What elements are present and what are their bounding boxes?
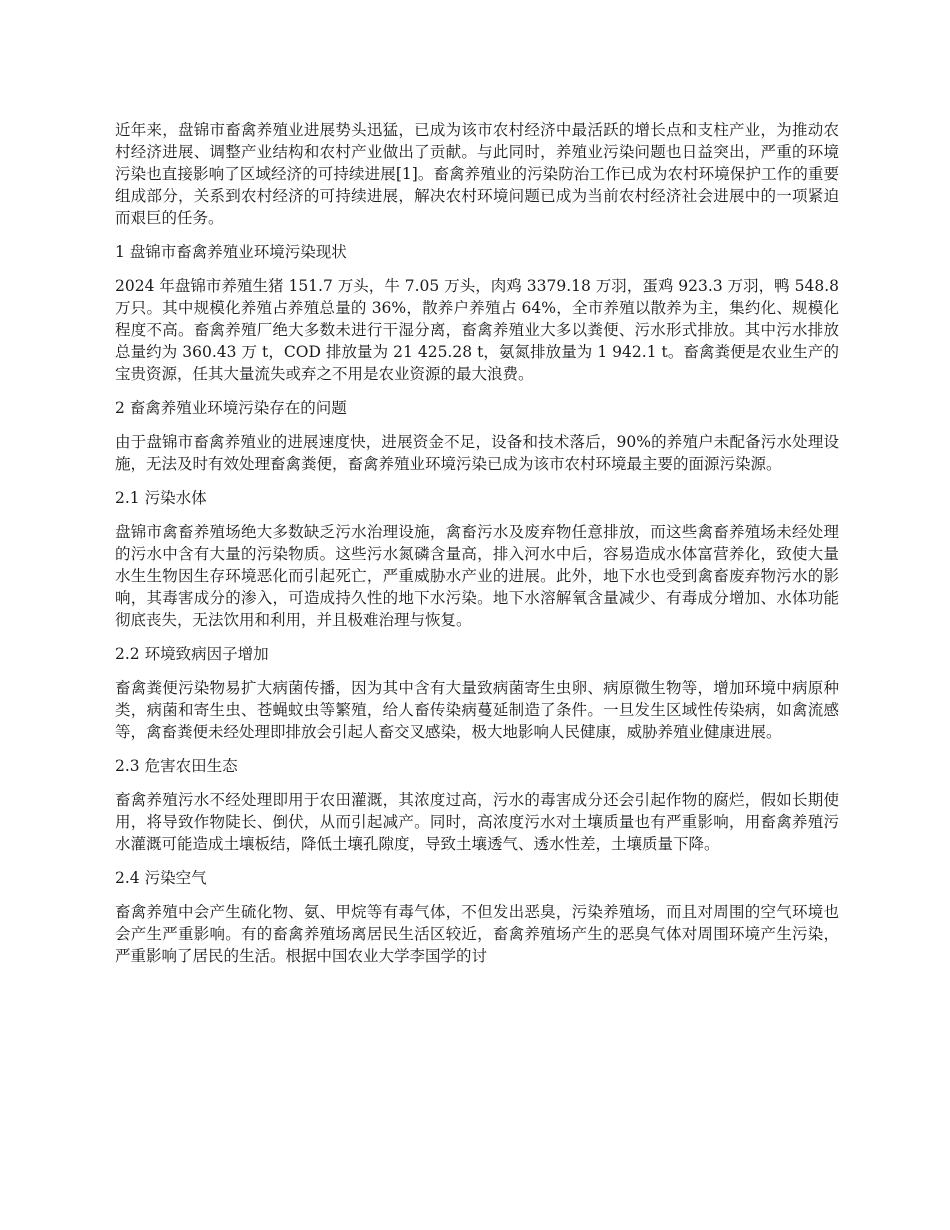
section-heading-2-3: 2.3 危害农田生态 [115, 757, 238, 775]
section-heading-2-1: 2.1 污染水体 [115, 489, 207, 507]
paragraph-water: 盘锦市禽畜养殖场绝大多数缺乏污水治理设施，禽畜污水及废弃物任意排放，而这些禽畜养殖场未经处理的污水中含有大量的污染物质。这些污水氮磷含量高，排入河水中后，容易造成水体富营养化，致使大量水生生物因生存环境恶化而引起死亡，严重威胁水产业的进展。此外，地下水也受到禽畜废弃物污水的影响，其毒害成分的渗入，可造成持久性的地下水污染。地下水溶解氧含量减少、有毒成分增加、水体功能彻底丧失，无法饮用和利用，并且极难治理与恢复。 [115, 523, 839, 629]
paragraph-farmland: 畜禽养殖污水不经处理即用于农田灌溉，其浓度过高，污水的毒害成分还会引起作物的腐烂，假如长期使用，将导致作物陡长、倒伏，从而引起减产。同时，高浓度污水对土壤质量也有严重影响，用畜禽养殖污水灌溉可能造成土壤板结，降低土壤孔隙度，导致土壤透气、透水性差，土壤质量下降。 [115, 791, 839, 853]
paragraph-air: 畜禽养殖中会产生硫化物、氨、甲烷等有毒气体，不但发出恶臭，污染养殖场，而且对周围的空气环境也会产生严重影响。有的畜禽养殖场离居民生活区较近，畜禽养殖场产生的恶臭气体对周围环境产生污染，严重影响了居民的生活。根据中国农业大学李国学的讨 [115, 903, 839, 965]
section-heading-2: 2 畜禽养殖业环境污染存在的问题 [115, 399, 347, 417]
paragraph-problems: 由于盘锦市畜禽养殖业的进展速度快，进展资金不足，设备和技术落后，90%的养殖户未配备污水处理设施，无法及时有效处理畜禽粪便，畜禽养殖业环境污染已成为该市农村环境最主要的面源污染源。 [115, 433, 839, 473]
document-page [115, 119, 839, 979]
section-heading-1: 1 盘锦市畜禽养殖业环境污染现状 [115, 243, 347, 261]
paragraph-intro: 近年来，盘锦市畜禽养殖业进展势头迅猛，已成为该市农村经济中最活跃的增长点和支柱产业，为推动农村经济进展、调整产业结构和农村产业做出了贡献。与此同时，养殖业污染问题也日益突出，严重的环境污染也直接影响了区域经济的可持续进展[1]。畜禽养殖业的污染防治工作已成为农村环境保护工作的重要组成部分，关系到农村经济的可持续进展，解决农村环境问题已成为当前农村经济社会进展中的一项紧迫而艰巨的任务。 [115, 121, 839, 227]
paragraph-status: 2024 年盘锦市养殖生猪 151.7 万头，牛 7.05 万头，肉鸡 3379.18 万羽，蛋鸡 923.3 万羽，鸭 548.8 万只。其中规模化养殖占养殖总量的 36%，散养户养殖占 64%，全市养殖以散养为主，集约化、规模化程度不高。畜禽养殖厂绝大多数未进行干湿分离，畜禽养殖业大多以粪便、污水形式排放。其中污水排放总量约为 360.43 万 t，COD 排放量为 21 425.28 t，氨氮排放量为 1 942.1 t。畜禽粪便是农业生产的宝贵资源，任其大量流失或弃之不用是农业资源的最大浪费。 [115, 277, 839, 383]
paragraph-pathogens: 畜禽粪便污染物易扩大病菌传播，因为其中含有大量致病菌寄生虫卵、病原微生物等，增加环境中病原种类，病菌和寄生虫、苍蝇蚊虫等繁殖，给人畜传染病蔓延制造了条件。一旦发生区域性传染病，如禽流感等，禽畜粪便未经处理即排放会引起人畜交叉感染，极大地影响人民健康，威胁养殖业健康进展。 [115, 679, 839, 741]
section-heading-2-2: 2.2 环境致病因子增加 [115, 645, 269, 663]
section-heading-2-4: 2.4 污染空气 [115, 869, 207, 887]
